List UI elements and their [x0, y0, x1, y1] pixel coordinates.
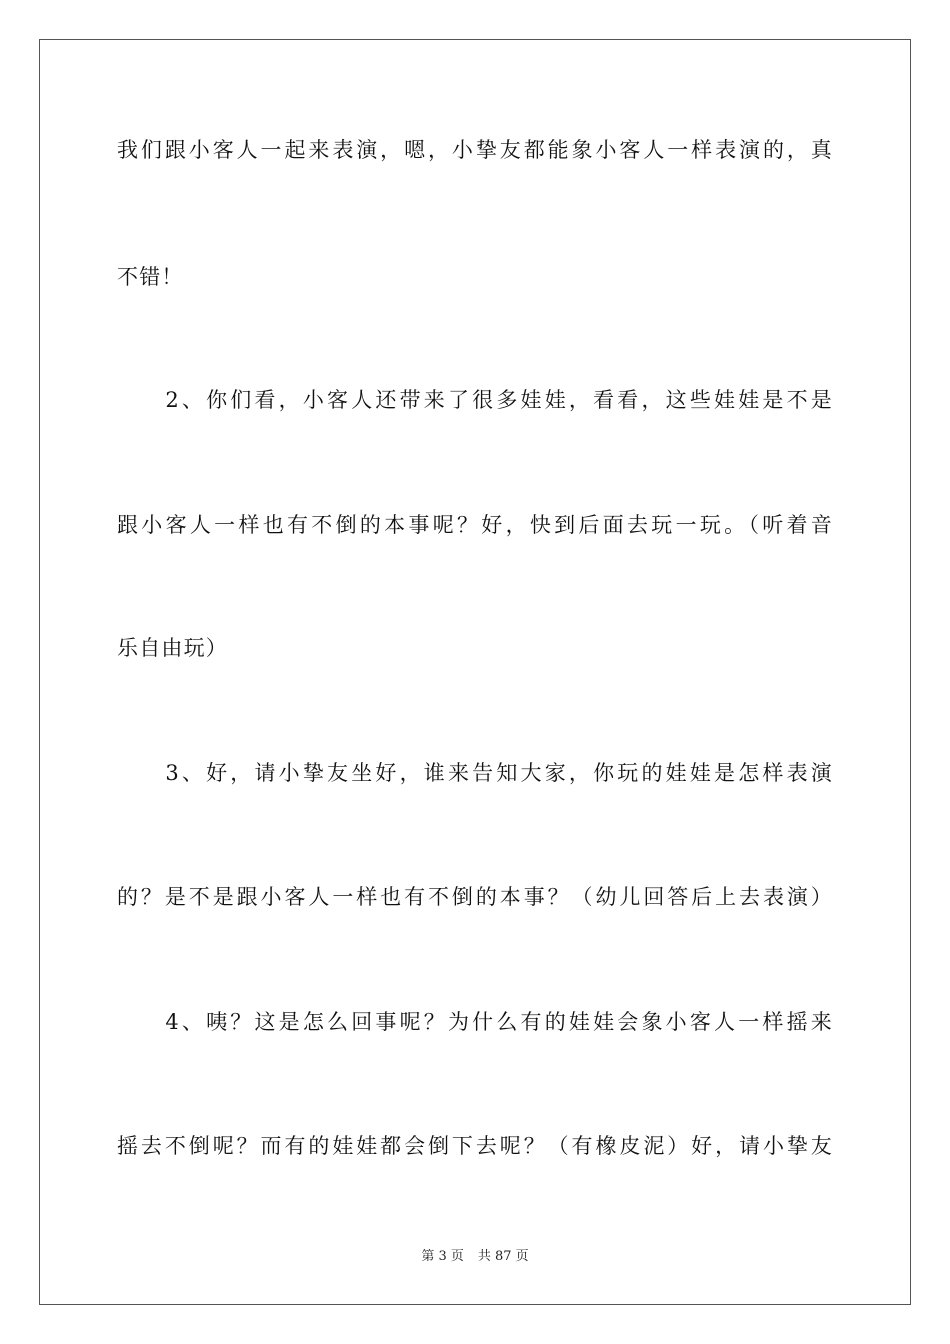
body-text-line: 的？是不是跟小客人一样也有不倒的本事？（幼儿回答后上去表演）	[117, 885, 833, 909]
body-text-line: 乐自由玩）	[117, 636, 228, 660]
body-text-line: 4、咦？这是怎么回事呢？为什么有的娃娃会象小客人一样摇来	[117, 1010, 833, 1034]
page-number: 第 3 页	[421, 1249, 464, 1264]
body-text-line: 跟小客人一样也有不倒的本事呢？好，快到后面去玩一玩。（听着音	[117, 513, 833, 537]
page-footer	[0, 1245, 950, 1264]
body-text-line: 2、你们看，小客人还带来了很多娃娃，看看，这些娃娃是不是	[117, 388, 833, 412]
body-text-line: 不错！	[117, 265, 184, 289]
body-text-line: 摇去不倒呢？而有的娃娃都会倒下去呢？（有橡皮泥）好，请小挚友	[117, 1134, 833, 1158]
page-total: 共 87 页	[477, 1249, 529, 1264]
page-border	[39, 39, 911, 1305]
body-text-line: 3、好，请小挚友坐好，谁来告知大家，你玩的娃娃是怎样表演	[117, 761, 833, 785]
body-text-line: 我们跟小客人一起来表演，嗯，小挚友都能象小客人一样表演的，真	[117, 138, 833, 162]
